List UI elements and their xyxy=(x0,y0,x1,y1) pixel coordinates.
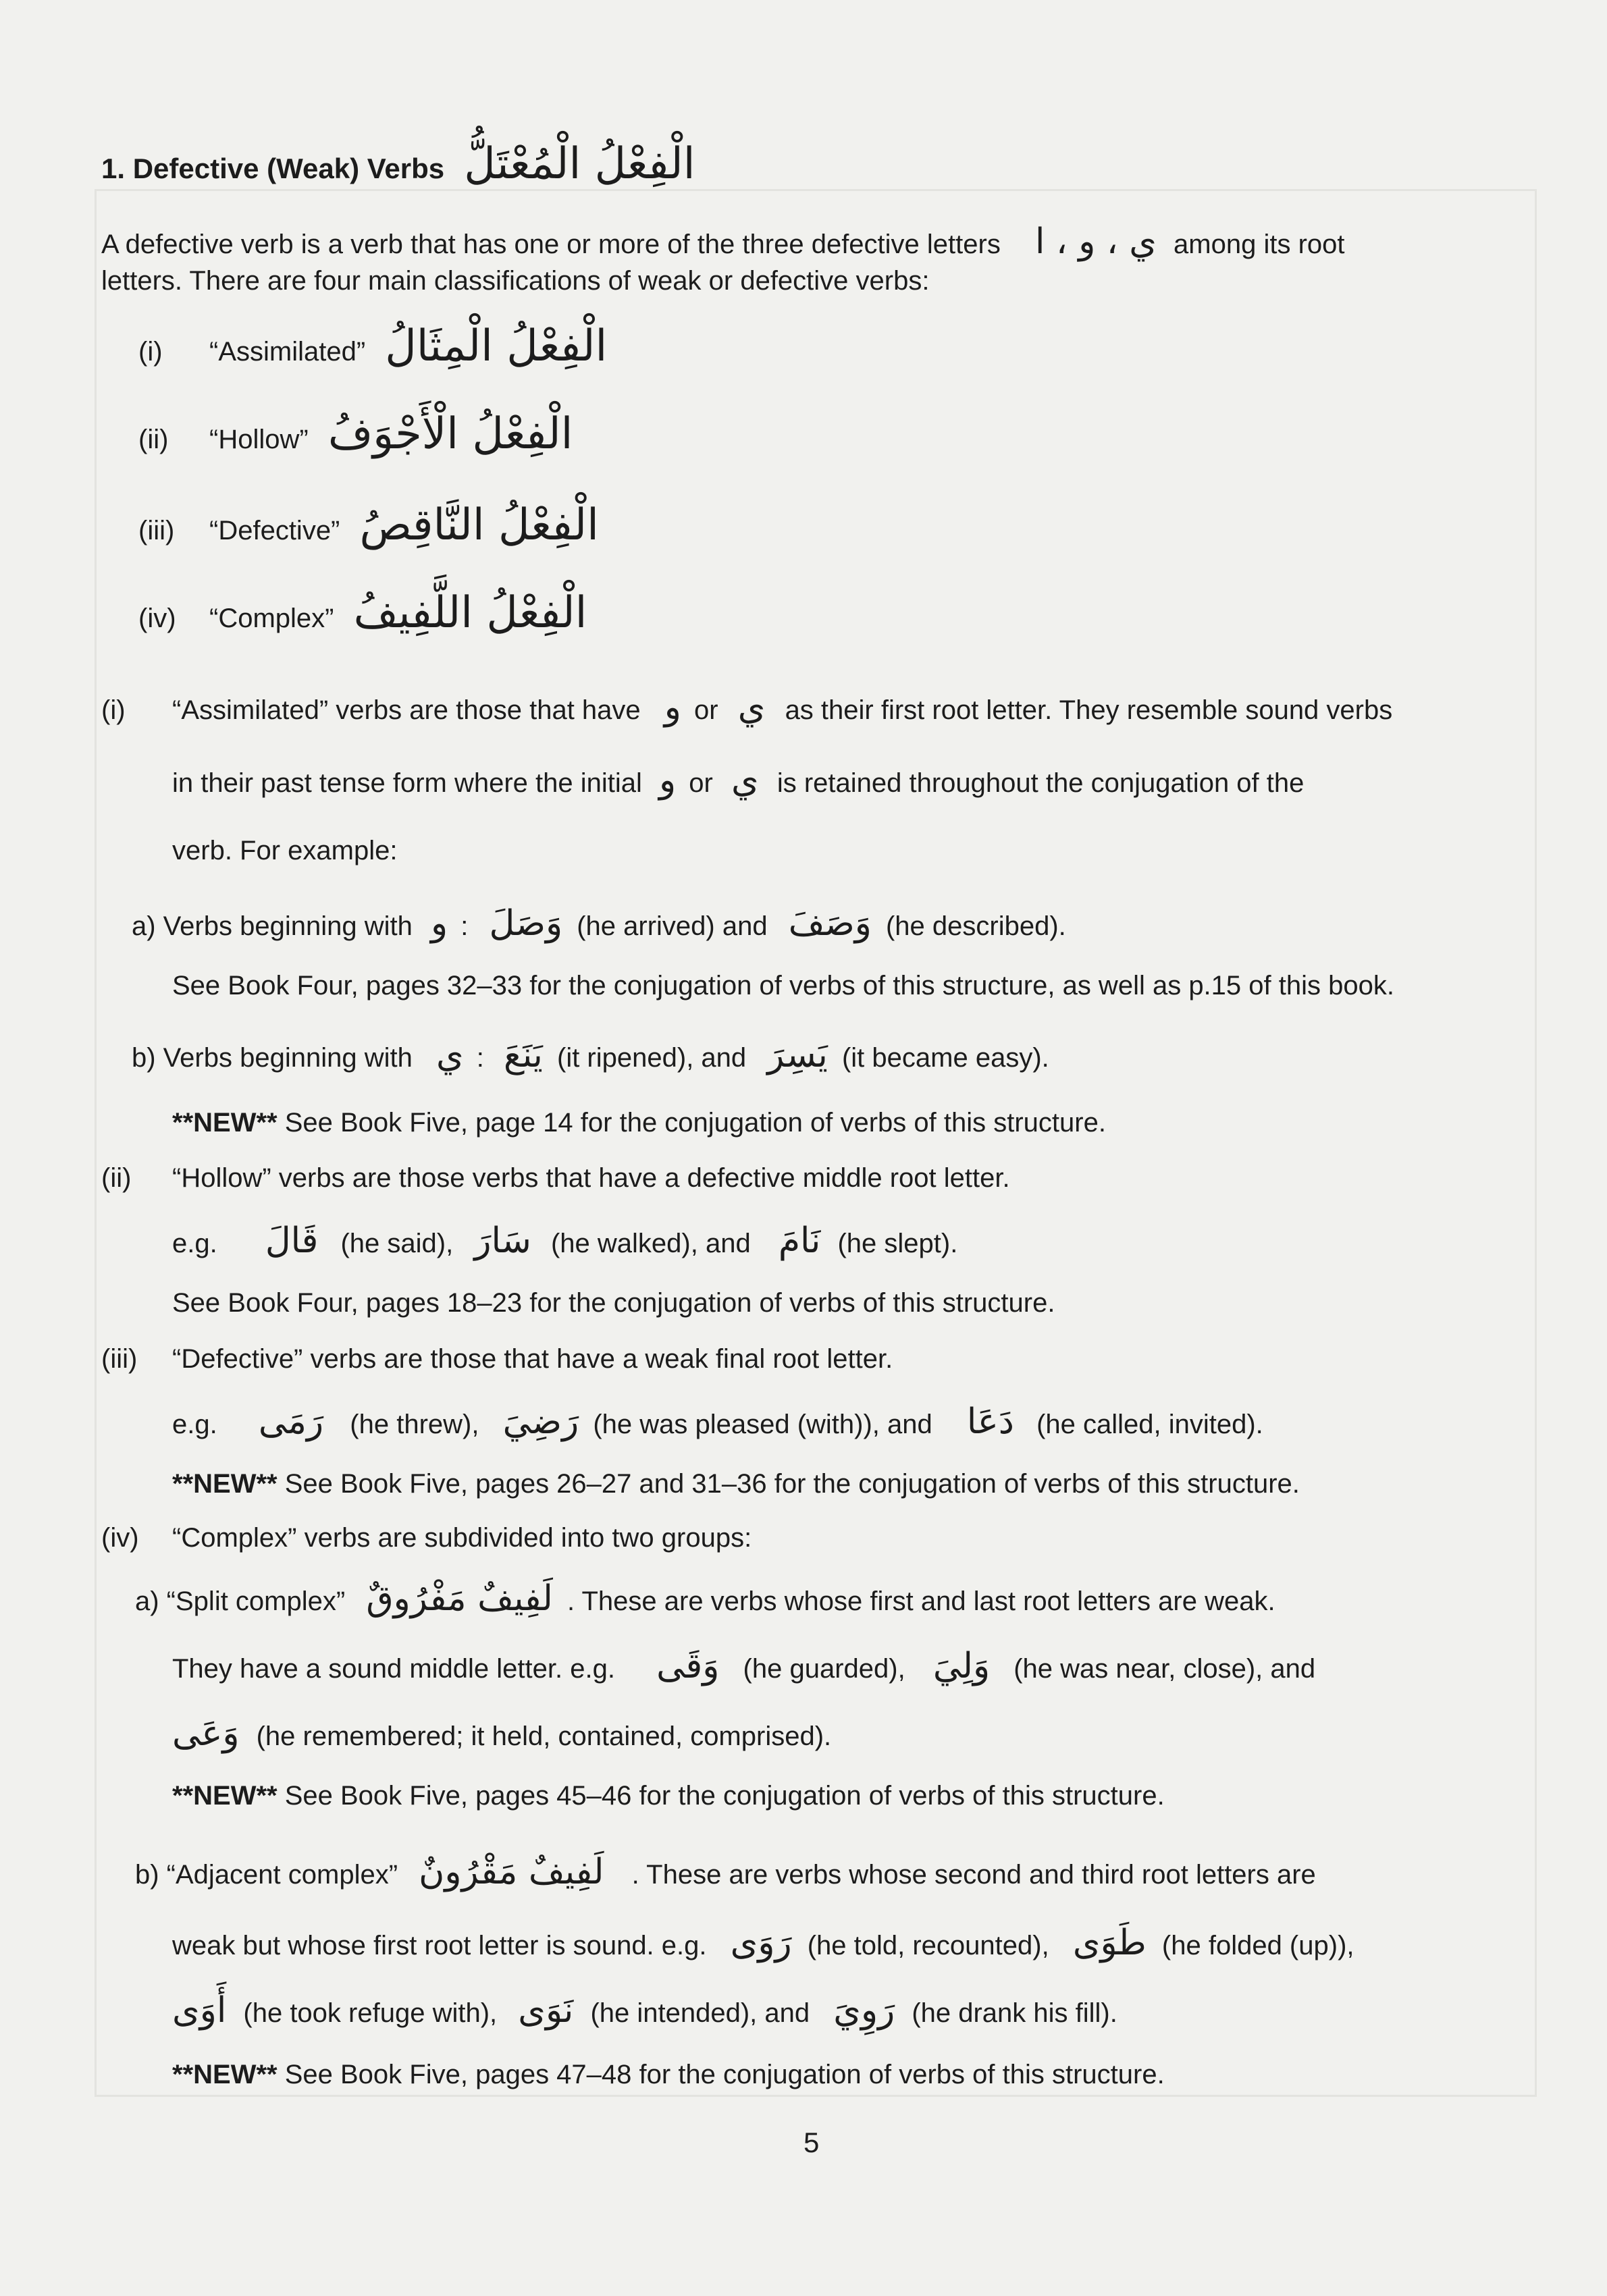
sec3-examples: e.g. رَمَى (he threw), رَضِيَ (he was pleased (with)), and دَعَا (he called, invited). xyxy=(172,1401,1263,1442)
sec4-b-line-2: weak but whose first root letter is sound. e.g. رَوَى (he told, recounted), طَوَى (he folded (up)), xyxy=(172,1923,1354,1963)
classification-complex: (iv) “Complex” الْفِعْلُ اللَّفِيفُ xyxy=(138,588,587,638)
sec4-b-line-1: b) “Adjacent complex” لَفِيفٌ مَقْرُونٌ . These are verbs whose second and third root letters are xyxy=(135,1852,1316,1892)
intro-line-2: letters. There are four main classifications of weak or defective verbs: xyxy=(101,266,930,296)
page-number: 5 xyxy=(804,2127,820,2158)
sec4-a-line-2: They have a sound middle letter. e.g. وَقَى (he guarded), وَلِيَ (he was near, close), and xyxy=(172,1646,1316,1686)
sec1-a-see: See Book Four, pages 32–33 for the conjugation of verbs of this structure, as well as p.15 of this book. xyxy=(172,971,1394,1000)
classification-assimilated: (i) “Assimilated” الْفِعْلُ الْمِثَالُ xyxy=(138,321,608,371)
sec1-a-line: a) Verbs beginning with و : وَصَلَ (he arrived) and وَصَفَ (he described). xyxy=(132,903,1066,944)
sec4-a-line-3: وَعَى (he remembered; it held, contained, comprised). xyxy=(172,1713,832,1754)
classification-defective: (iii) “Defective” الْفِعْلُ النَّاقِصُ xyxy=(138,500,599,550)
sec2-see: See Book Four, pages 18–23 for the conjugation of verbs of this structure. xyxy=(172,1288,1055,1318)
sec3-line-1: (iii) “Defective” verbs are those that have a weak final root letter. xyxy=(101,1344,893,1374)
sec1-line-1: (i) “Assimilated” verbs are those that have و or ي as their first root letter. They resemble sound verbs xyxy=(101,687,1393,728)
section-heading: 1. Defective (Weak) Verbs الْفِعْلُ الْمُعْتَلُّ xyxy=(101,139,695,189)
sec4-line-1: (iv) “Complex” verbs are subdivided into two groups: xyxy=(101,1523,752,1553)
sec4-a-line-1: a) “Split complex” لَفِيفٌ مَفْرُوقٌ . These are verbs whose first and last root letters are weak. xyxy=(135,1578,1275,1619)
sec1-line-2: in their past tense form where the initial و or ي is retained throughout the conjugation of the xyxy=(172,760,1305,801)
classification-hollow: (ii) “Hollow” الْفِعْلُ الْأَجْوَفُ xyxy=(138,409,573,459)
sec1-b-line: b) Verbs beginning with ي : يَنَعَ (it ripened), and يَسِرَ (it became easy). xyxy=(132,1035,1049,1075)
sec4-b-line-3: أَوَى (he took refuge with), نَوَى (he intended), and رَوِيَ (he drank his fill). xyxy=(172,1990,1117,2031)
sec3-see: **NEW** See Book Five, pages 26–27 and 31–36 for the conjugation of verbs of this structure. xyxy=(172,1469,1300,1499)
sec4-b-see: **NEW** See Book Five, pages 47–48 for the conjugation of verbs of this structure. xyxy=(172,2060,1165,2089)
sec2-line-1: (ii) “Hollow” verbs are those verbs that have a defective middle root letter. xyxy=(101,1163,1010,1193)
sec4-a-see: **NEW** See Book Five, pages 45–46 for the conjugation of verbs of this structure. xyxy=(172,1781,1165,1811)
sec1-line-3: verb. For example: xyxy=(172,836,398,865)
intro-line-1: A defective verb is a verb that has one or more of the three defective letters ي ، و ، ا among its root xyxy=(101,221,1345,262)
sec2-examples: e.g. قَالَ (he said), سَارَ (he walked), and نَامَ (he slept). xyxy=(172,1221,958,1261)
sec1-b-see: **NEW** See Book Five, page 14 for the conjugation of verbs of this structure. xyxy=(172,1108,1106,1138)
